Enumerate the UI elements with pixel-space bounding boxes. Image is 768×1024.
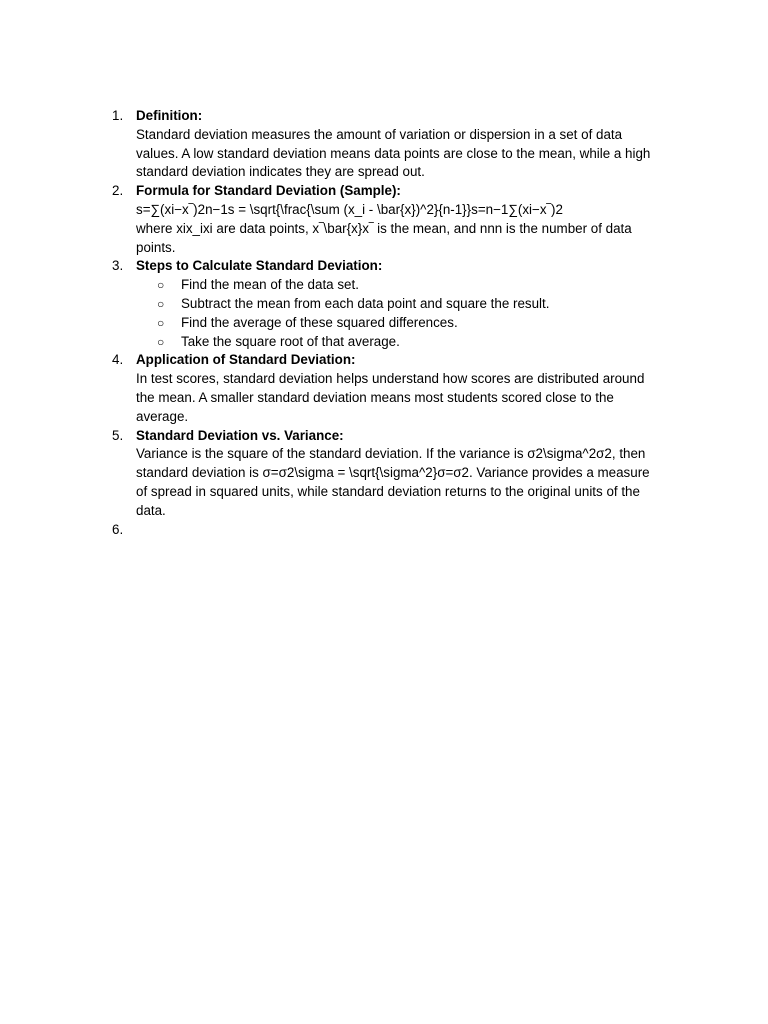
item-heading: Formula for Standard Deviation (Sample): (136, 183, 401, 199)
item-number: 4. (112, 352, 124, 368)
item-text-line: standard deviation is σ=σ2\sigma = \sqrt{\sigma^2}σ=σ2. Variance provides a measure (136, 465, 650, 481)
item-number: 3. (112, 258, 124, 274)
sublist-item (136, 295, 674, 314)
hollow-circle-bullet-icon: ○ (157, 296, 165, 311)
steps-sublist (136, 276, 674, 351)
hollow-circle-bullet-icon: ○ (157, 334, 165, 349)
list-item-application (104, 351, 674, 426)
hollow-circle-bullet-icon: ○ (157, 315, 165, 330)
sublist-item (136, 333, 674, 352)
item-text-line: values. A low standard deviation means data points are close to the mean, while a high (136, 145, 651, 161)
item-text-line: Standard deviation measures the amount of variation or dispersion in a set of data (136, 126, 623, 142)
sublist-item-text: Find the average of these squared differences. (181, 314, 458, 330)
item-heading: Definition: (136, 108, 203, 123)
sublist-item-text: Find the mean of the data set. (181, 277, 359, 293)
item-text-line: of spread in squared units, while standard deviation returns to the original units of the (136, 483, 640, 499)
item-number: 6. (112, 521, 124, 537)
item-text-line: average. (136, 408, 189, 424)
item-heading: Application of Standard Deviation: (136, 352, 356, 368)
item-text-line: points. (136, 239, 176, 255)
sublist-item (136, 314, 674, 333)
hollow-circle-bullet-icon: ○ (157, 278, 165, 293)
item-text-line: Variance is the square of the standard deviation. If the variance is σ2\sigma^2σ2, then (136, 446, 646, 462)
list-item-empty (104, 521, 674, 540)
sublist-item (136, 276, 674, 295)
numbered-list (104, 107, 674, 539)
item-heading: Standard Deviation vs. Variance: (136, 427, 344, 443)
item-number: 5. (112, 427, 124, 443)
item-text-line: data. (136, 502, 166, 518)
item-text-line: standard deviation indicates they are spread out. (136, 164, 425, 180)
list-item-variance (104, 427, 674, 521)
formula-text: s=∑(xi−x‾)2n−1s = \sqrt{\frac{\sum (x_i - \bar{x})^2}{n-1}}s=n−1∑(xi−x‾)2 (136, 201, 563, 217)
item-number: 2. (112, 183, 124, 199)
item-heading: Steps to Calculate Standard Deviation: (136, 258, 383, 274)
sublist-item-text: Subtract the mean from each data point and square the result. (181, 295, 550, 311)
list-item-steps (104, 257, 674, 351)
item-text-line: In test scores, standard deviation helps understand how scores are distributed around (136, 371, 645, 387)
sublist-item-text: Take the square root of that average. (181, 333, 400, 349)
item-text-line: where xix_ixi are data points, x‾\bar{x}x‾ is the mean, and nnn is the number of data (136, 220, 632, 236)
item-text-line: the mean. A smaller standard deviation means most students scored close to the (136, 389, 614, 405)
list-item-definition (104, 107, 674, 182)
list-item-formula (104, 182, 674, 257)
item-number: 1. (112, 108, 124, 123)
empty-line (136, 521, 674, 540)
